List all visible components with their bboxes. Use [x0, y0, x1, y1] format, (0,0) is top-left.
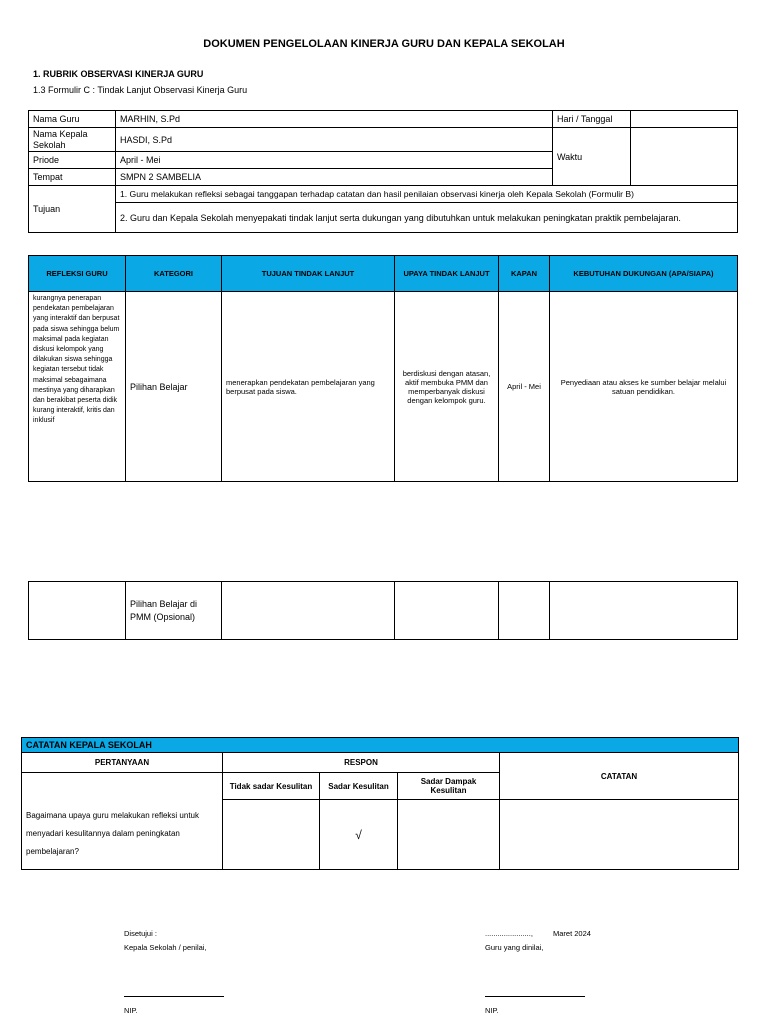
disetujui-label: Disetujui : — [124, 929, 157, 938]
hari-value — [631, 111, 738, 128]
kepala-label: Nama Kepala Sekolah — [29, 128, 116, 152]
header-kategori: KATEGORI — [126, 256, 222, 292]
tujuan-label: Tujuan — [29, 186, 116, 233]
section-heading: 1. RUBRIK OBSERVASI KINERJA GURU — [33, 69, 204, 79]
catatan-cell — [500, 800, 739, 870]
periode-value: April - Mei — [116, 152, 553, 169]
kepala-role: Kepala Sekolah / penilai, — [124, 943, 207, 952]
tempat-label: Tempat — [29, 169, 116, 186]
sadar-check-cell: √ — [320, 800, 398, 870]
pertanyaan-blank — [22, 773, 223, 800]
upaya-cell: berdiskusi dengan atasan, aktif membuka PMM dan memperbanyak diskusi dengan kelompok guru. — [395, 292, 499, 482]
nama-guru-label: Nama Guru — [29, 111, 116, 128]
header-kapan: KAPAN — [499, 256, 550, 292]
refleksi-cell: kurangnya penerapan pendekatan pembelajaran yang interaktif dan berpusat pada siswa sehingga belum maksimal pada kegiatan diskusi kelompok yang dilakukan siswa sehingga kegiatan tersebut tidak maksimal sebagaimana mestinya yang diharapkan dan berakibat peserta didik kurang interaktif, kritis dan inklusif — [29, 292, 126, 482]
opsional-table — [28, 581, 738, 640]
guru-nip: NIP. — [485, 1006, 499, 1015]
pertanyaan-header: PERTANYAAN — [22, 753, 223, 773]
tindak-lanjut-table — [28, 255, 738, 482]
header-upaya: UPAYA TINDAK LANJUT — [395, 256, 499, 292]
kategori-cell: Pilihan Belajar — [126, 292, 222, 482]
header-tujuan: TUJUAN TINDAK LANJUT — [222, 256, 395, 292]
waktu-label: Waktu — [553, 128, 631, 186]
upaya-empty-cell — [395, 582, 499, 640]
guru-signature-line — [485, 996, 585, 997]
kapan-cell: April - Mei — [499, 292, 550, 482]
catatan-table — [21, 737, 739, 870]
header-refleksi: REFLEKSI GURU — [29, 256, 126, 292]
respon-sadar: Sadar Kesulitan — [320, 773, 398, 800]
respon-tidak-sadar: Tidak sadar Kesulitan — [223, 773, 320, 800]
tempat-value: SMPN 2 SAMBELIA — [116, 169, 553, 186]
question-cell: Bagaimana upaya guru melakukan refleksi untuk menyadari kesulitannya dalam peningkatan pembelajaran? — [22, 800, 223, 870]
kepala-nip: NIP. — [124, 1006, 138, 1015]
document-title: DOKUMEN PENGELOLAAN KINERJA GURU DAN KEPALA SEKOLAH — [203, 38, 565, 50]
tujuan-item-1: 1. Guru melakukan refleksi sebagai tanggapan terhadap catatan dan hasil penilaian observasi kinerja oleh Kepala Sekolah (Formulir B) — [116, 186, 738, 203]
guru-role: Guru yang dinilai, — [485, 943, 544, 952]
date-text: Maret 2024 — [553, 929, 591, 938]
kepala-value: HASDI, S.Pd — [116, 128, 553, 152]
respon-sadar-dampak: Sadar Dampak Kesulitan — [398, 773, 500, 800]
sadar-dampak-cell — [398, 800, 500, 870]
kepala-signature-line — [124, 996, 224, 997]
respon-header: RESPON — [223, 753, 500, 773]
header-dukungan: KEBUTUHAN DUKUNGAN (APA/SIAPA) — [550, 256, 738, 292]
tujuan-cell: menerapkan pendekatan pembelajaran yang berpusat pada siswa. — [222, 292, 395, 482]
waktu-value — [631, 128, 738, 186]
hari-label: Hari / Tanggal — [553, 111, 631, 128]
dukungan-cell: Penyediaan atau akses ke sumber belajar melalui satuan pendidikan. — [550, 292, 738, 482]
dukungan-empty-cell — [550, 582, 738, 640]
catatan-title: CATATAN KEPALA SEKOLAH — [22, 738, 739, 753]
tujuan-item-2: 2. Guru dan Kepala Sekolah menyepakati tindak lanjut serta dukungan yang dibutuhkan untuk melakukan peningkatan praktik pembelajaran. — [116, 203, 738, 233]
periode-label: Priode — [29, 152, 116, 169]
tidak-sadar-cell — [223, 800, 320, 870]
date-dots: ......................, — [485, 929, 533, 938]
kategori-opsional-cell: Pilihan Belajar di PMM (Opsional) — [126, 582, 222, 640]
catatan-header: CATATAN — [500, 753, 739, 800]
tujuan-empty-cell — [222, 582, 395, 640]
subsection-heading: 1.3 Formulir C : Tindak Lanjut Observasi Kinerja Guru — [33, 85, 248, 95]
refleksi-empty-cell — [29, 582, 126, 640]
kapan-empty-cell — [499, 582, 550, 640]
nama-guru-value: MARHIN, S.Pd — [116, 111, 553, 128]
info-table — [28, 110, 738, 233]
